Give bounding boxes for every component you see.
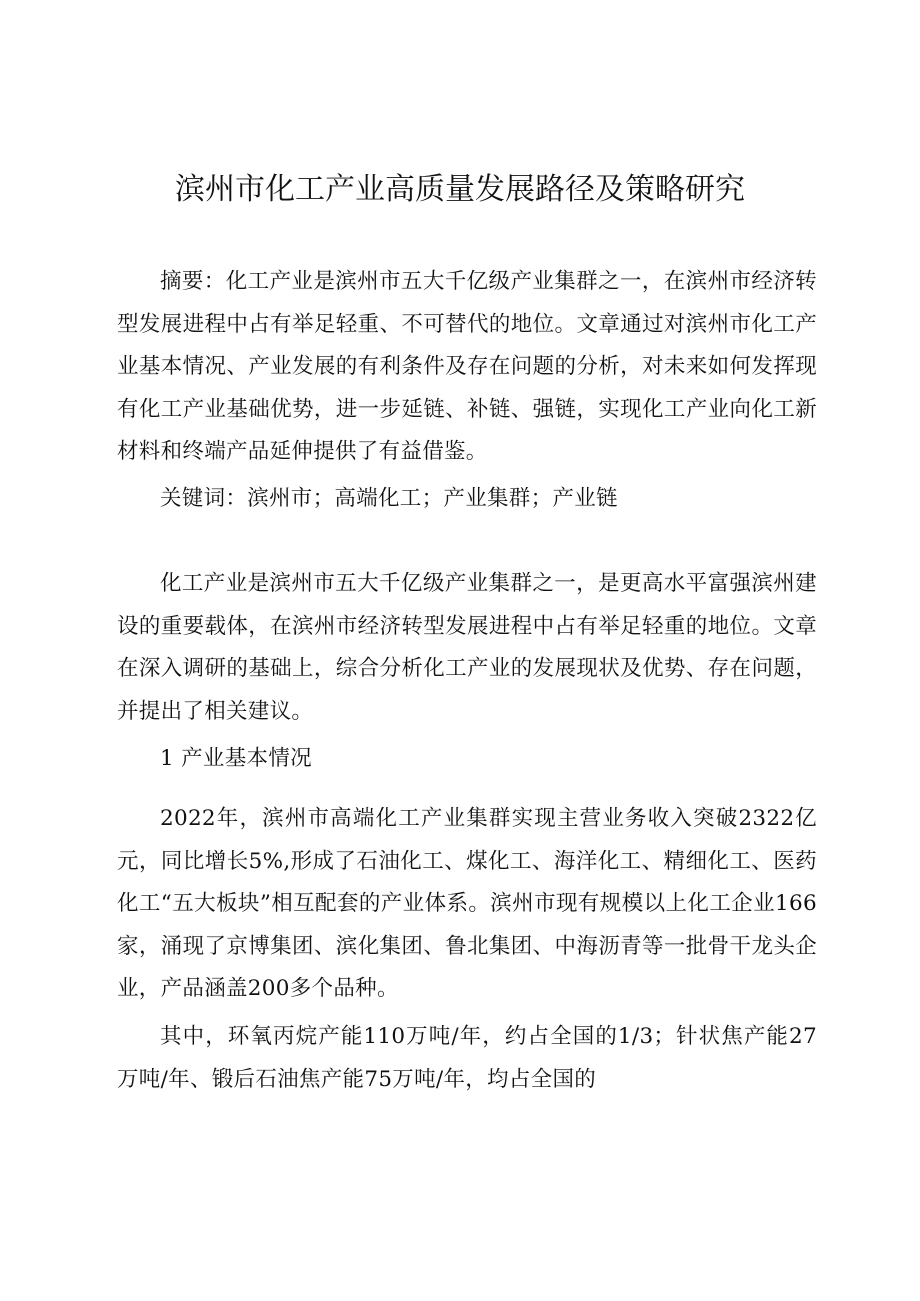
section-heading: 1 产业基本情况 <box>160 746 312 771</box>
body-paragraph-1: 2022年，滨州市高端化工产业集群实现主营业务收入突破2322亿元，同比增长5%,形成了石油化工、煤化工、海洋化工、精细化工、医药化工“五大板块”相互配套的产业体系。滨州市现有规模以上化工企业166家，涌现了京博集团、滨化集团、鲁北集团、中海沥青等一批骨干龙头企业，产品涵盖200多个品种。 <box>117 806 817 1001</box>
document-title: 滨州市化工产业高质量发展路径及策略研究 <box>175 172 745 207</box>
keywords-line: 关键词：滨州市；高端化工；产业集群；产业链 <box>160 486 618 511</box>
intro-paragraph: 化工产业是滨州市五大千亿级产业集群之一，是更高水平富强滨州建设的重要载体，在滨州市经济转型发展进程中占有举足轻重的地位。文章在深入调研的基础上，综合分析化工产业的发展现状及优势、存在问题，并提出了相关建议。 <box>117 571 817 724</box>
body-paragraph-2: 其中，环氧丙烷产能110万吨/年，约占全国的1/3；针状焦产能27万吨/年、锻后石油焦产能75万吨/年，均占全国的 <box>117 1024 817 1092</box>
abstract-paragraph: 摘要：化工产业是滨州市五大千亿级产业集群之一，在滨州市经济转型发展进程中占有举足轻重、不可替代的地位。文章通过对滨州市化工产业基本情况、产业发展的有利条件及存在问题的分析，对未来如何发挥现有化工产业基础优势，进一步延链、补链、强链，实现化工产业向化工新材料和终端产品延伸提供了有益借鉴。 <box>117 269 817 464</box>
